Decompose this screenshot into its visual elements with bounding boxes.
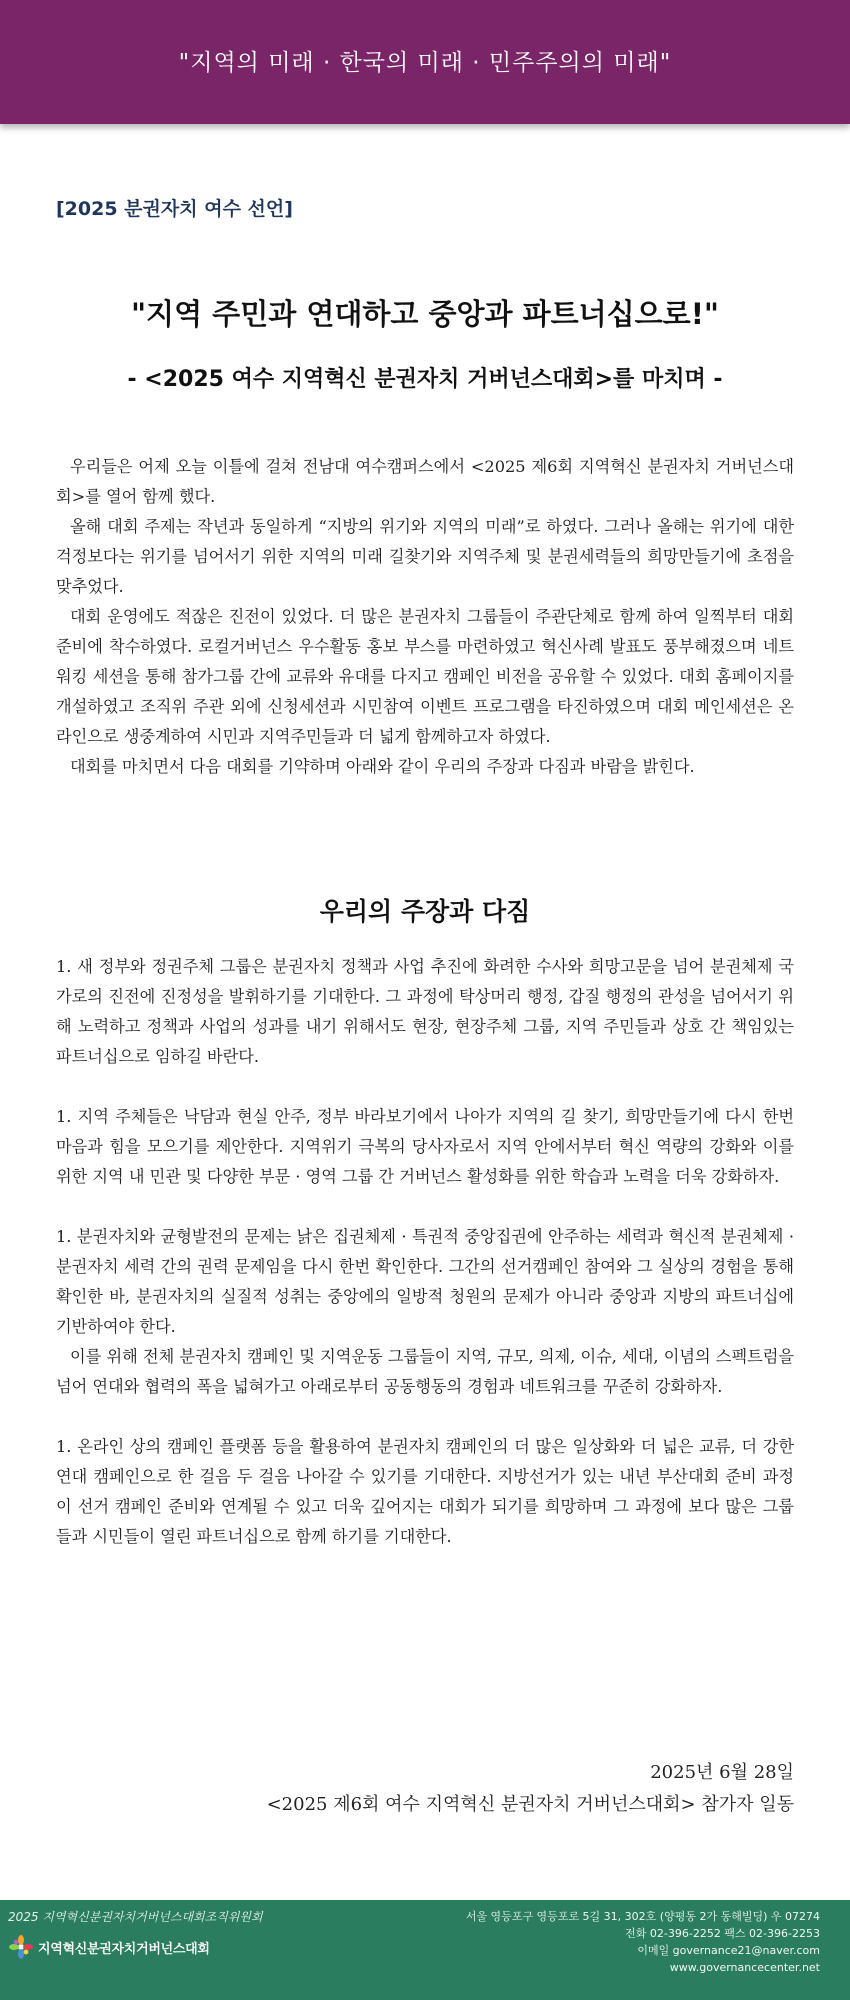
claim-item xyxy=(56,1222,794,1402)
claim-item xyxy=(56,952,794,1072)
footer xyxy=(0,1900,850,2000)
footer-logo xyxy=(8,1934,210,1960)
claim-text-continued: 이를 위해 전체 분권자치 캠페인 및 지역운동 그룹들이 지역, 규모, 의제, 이슈, 세대, 이념의 스펙트럼을 넘어 연대와 협력의 폭을 넓혀가고 아래로부터 공동행동의 경험과 네트워크를 꾸준히 강화하자. xyxy=(56,1347,794,1396)
section-title: 우리의 주장과 다짐 xyxy=(319,897,531,926)
footer-website[interactable]: www.governancecenter.net xyxy=(669,1961,820,1974)
page-title: "지역 주민과 연대하고 중앙과 파트너십으로!" xyxy=(130,297,720,331)
page-subtitle: - <2025 여수 지역혁신 분권자치 거버넌스대회>를 마치며 - xyxy=(127,367,723,392)
colorful-pinwheel-icon xyxy=(8,1934,34,1960)
intro-paragraph: 우리들은 어제 오늘 이틀에 걸쳐 전남대 여수캠퍼스에서 <2025 제6회 지역혁신 분권자치 거버넌스대회>를 열어 함께 했다. xyxy=(56,457,794,506)
claim-text: 1. 분권자치와 균형발전의 문제는 낡은 집권체제 · 특권적 중앙집권에 안주하는 세력과 혁신적 분권체제 · 분권자치 세력 간의 권력 문제임을 다시 한번 확인한다. 그간의 선거캠페인 참여와 그 실상의 경험을 통해 확인한 바, 분권자치의 실질적 성취는 중앙에의 일방적 청원의 문제가 아니라 중앙과 지방의 파트너십에 기반하여야 한다. xyxy=(56,1227,794,1336)
top-banner xyxy=(0,0,850,124)
declaration-tag: [2025 분권자치 여수 선언] xyxy=(56,198,293,220)
footer-contact xyxy=(466,1908,820,1976)
banner-slogan: "지역의 미래 · 한국의 미래 · 민주주의의 미래" xyxy=(178,49,672,76)
intro-paragraphs xyxy=(56,452,794,782)
claim-item xyxy=(56,1102,794,1192)
claim-text: 1. 새 정부와 정권주체 그룹은 분권자치 정책과 사업 추진에 화려한 수사와 희망고문을 넘어 분권체제 국가로의 진전에 진정성을 발휘하기를 기대한다. 그 과정에 탁상머리 행정, 갑질 행정의 관성을 넘어서기 위해 노력하고 정책과 사업의 성과를 내기 위해서도 현장, 현장주체 그룹, 지역 주민들과 상호 간 책임있는 파트너십으로 임하길 바란다. xyxy=(56,957,794,1066)
footer-email[interactable]: 이메일 governance21@naver.com xyxy=(637,1944,820,1957)
intro-paragraph: 대회를 마치면서 다음 대회를 기약하며 아래와 같이 우리의 주장과 다짐과 바람을 밝힌다. xyxy=(70,757,695,776)
footer-address: 서울 영등포구 영등포로 5길 31, 302호 (양평동 2가 동해빌딩) 우 07274 xyxy=(465,1910,820,1923)
footer-phone: 전화 02-396-2252 팩스 02-396-2253 xyxy=(625,1927,820,1940)
signatory: <2025 제6회 여수 지역혁신 분권자치 거버넌스대회> 참가자 일동 xyxy=(266,1794,794,1815)
claim-text: 1. 온라인 상의 캠페인 플랫폼 등을 활용하여 분권자치 캠페인의 더 많은 일상화와 더 넓은 교류, 더 강한 연대 캠페인으로 한 걸음 두 걸음 나아갈 수 있기를 기대한다. 지방선거가 있는 내년 부산대회 준비 과정이 선거 캠페인 준비와 연계될 수 있고 더욱 깊어지는 대회가 되기를 희망하며 그 과정에 보다 많은 그룹들과 시민들이 열린 파트너십으로 함께 하기를 기대한다. xyxy=(56,1437,794,1546)
claim-text: 1. 지역 주체들은 낙담과 현실 안주, 정부 바라보기에서 나아가 지역의 길 찾기, 희망만들기에 다시 한번 마음과 힘을 모으기를 제안한다. 지역위기 극복의 당사자로서 지역 안에서부터 혁신 역량의 강화와 이를 위한 지역 내 민관 및 다양한 부문 · 영역 그룹 간 거버넌스 활성화를 위한 학습과 노력을 더욱 강화하자. xyxy=(56,1107,794,1186)
intro-paragraph: 대회 운영에도 적잖은 진전이 있었다. 더 많은 분권자치 그룹들이 주관단체로 함께 하여 일찍부터 대회 준비에 착수하였다. 로컬거버넌스 우수활동 홍보 부스를 마련하였고 혁신사례 발표도 풍부해졌으며 네트워킹 세션을 통해 참가그룹 간에 교류와 유대를 다지고 캠페인 비전을 공유할 수 있었다. 대회 홈페이지를 개설하였고 조직위 주관 외에 신청세션과 시민참여 이벤트 프로그램을 타진하였으며 대회 메인세션은 온라인으로 생중계하여 시민과 지역주민들과 더 넓게 함께하고자 하였다. xyxy=(56,607,794,746)
claims-list xyxy=(56,952,794,1582)
footer-committee: 2025 지역혁신분권자치거버넌스대회조직위원회 xyxy=(8,1910,263,1924)
signature-date: 2025년 6월 28일 xyxy=(650,1762,794,1783)
intro-paragraph: 올해 대회 주제는 작년과 동일하게 “지방의 위기와 지역의 미래”로 하였다. 그러나 올해는 위기에 대한 걱정보다는 위기를 넘어서기 위한 지역의 미래 길찾기와 지역주체 및 분권세력들의 희망만들기에 초점을 맞추었다. xyxy=(56,517,794,596)
footer-logo-text: 지역혁신분권자치거버넌스대회 xyxy=(38,1941,210,1957)
claim-item xyxy=(56,1432,794,1552)
